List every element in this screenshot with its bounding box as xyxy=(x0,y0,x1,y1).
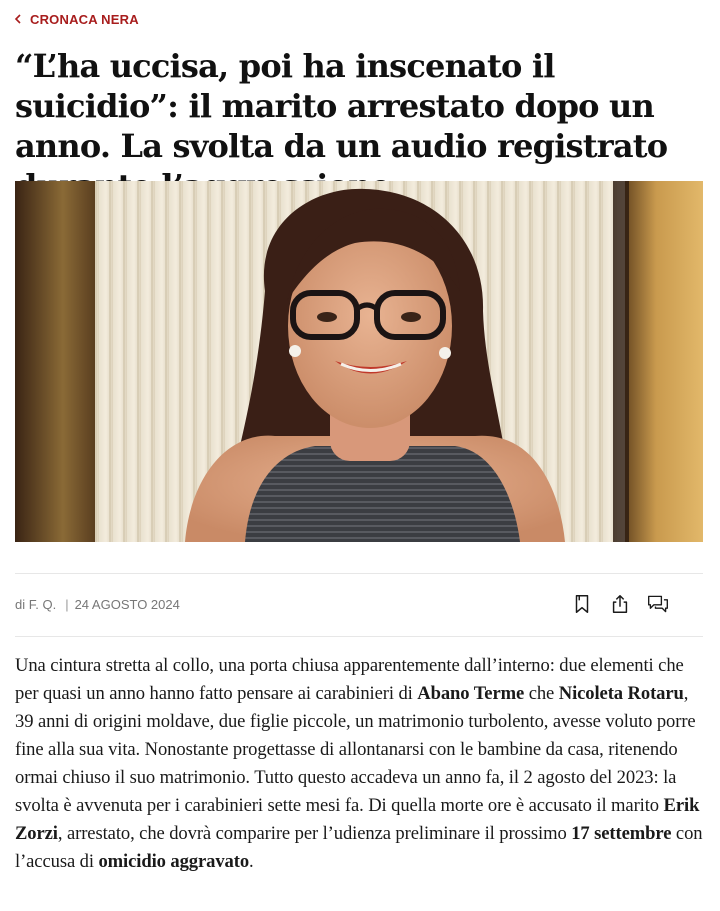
bookmark-button[interactable] xyxy=(570,591,594,617)
body-text: che xyxy=(524,683,559,704)
divider xyxy=(15,636,703,637)
body-bold-charge: omicidio aggravato xyxy=(98,851,250,872)
article-byline xyxy=(15,597,180,612)
comments-icon xyxy=(647,593,669,615)
share-button[interactable] xyxy=(608,591,632,617)
bookmark-icon xyxy=(571,593,593,615)
author: di F. Q. xyxy=(15,597,57,612)
body-bold-place: Abano Terme xyxy=(417,683,525,704)
byline-separator: | xyxy=(65,597,69,612)
section-link-cronaca-nera[interactable] xyxy=(14,12,139,27)
body-bold-date: 17 settembre xyxy=(571,823,672,844)
article-headline: “L’ha uccisa, poi ha inscenato il suicidio”: il marito arrestato dopo un anno. La svolta da un audio registrato xyxy=(15,47,668,165)
chevron-left-icon xyxy=(14,12,22,27)
share-icon xyxy=(609,593,631,615)
comments-button[interactable] xyxy=(646,591,670,617)
body-bold-victim: Nicoleta Rotaru xyxy=(558,683,684,704)
article-actions xyxy=(570,591,670,617)
body-text: con l’accusa di xyxy=(15,823,703,872)
body-text: , arrestato, che dovrà comparire per l’udienza preliminare il prossimo xyxy=(57,823,572,844)
divider xyxy=(15,573,703,574)
publish-date: 24 AGOSTO 2024 xyxy=(74,597,180,612)
body-text: , 39 anni di origini moldave, due figlie piccole, un matrimonio turbolento, avesse voluto porre fine alla sua vita. Nonostante progettasse di allontanarsi con le bambine da casa, ritenendo ormai chiuso il suo matrimonio. Tutto questo accadeva un anno fa, il 2 agosto del 2023: la svolta è avvenuta per i carabinieri sette mesi fa. Di quella morte ore è accusato il marito xyxy=(15,683,696,816)
article-body xyxy=(15,652,705,876)
hero-image xyxy=(15,181,703,542)
body-bold-suspect: Erik Zorzi xyxy=(15,795,700,844)
body-text: Una cintura stretta al collo, una porta chiusa apparentemente dall’interno: due elementi che per quasi un anno hanno fatto pensare ai carabinieri di xyxy=(15,655,684,704)
section-label: CRONACA NERA xyxy=(30,12,139,27)
body-text: . xyxy=(249,851,254,872)
